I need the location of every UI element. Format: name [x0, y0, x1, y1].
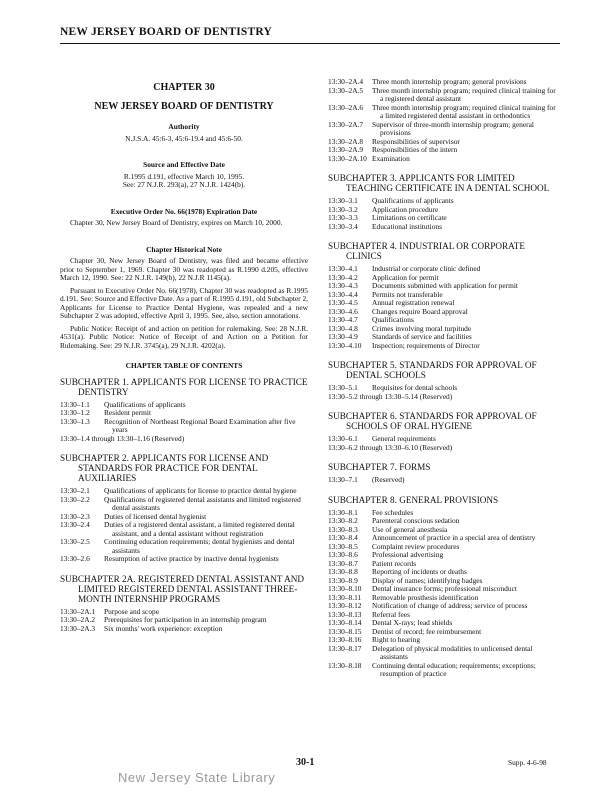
- toc-entry: [60, 538, 308, 555]
- section-title: Reporting of incidents or deaths: [372, 567, 467, 576]
- section-number: 13:30–1.2: [60, 408, 90, 417]
- section-title: Duties of a registered dental assistant, a limited registered dental assistant, and a dental assistant without registration: [104, 520, 295, 538]
- source-line-1: R.1995 d.191, effective March 10, 1995.: [123, 171, 245, 181]
- section-title: Qualifications of applicants for license to practice dental hygiene: [104, 486, 297, 495]
- toc-entry: [60, 435, 308, 444]
- toc-entry: [60, 521, 308, 538]
- toc-entry: [60, 625, 308, 634]
- section-number: 13:30–5.1: [328, 383, 358, 392]
- section-title: Delegation of physical modalities to unlicensed dental assistants: [372, 643, 533, 661]
- section-number: 13:30–4.6: [328, 306, 358, 316]
- section-title: Right to hearing: [372, 635, 421, 644]
- section-title: 13:30–1.4 through 13:30–1.16 (Reserved): [60, 433, 185, 443]
- toc-entry: [60, 418, 308, 435]
- right-top-entry-list: [328, 78, 560, 163]
- section-title: Educational institutions: [372, 221, 442, 231]
- section-number: 13:30–7.1: [328, 475, 358, 484]
- section-title: Examination: [372, 153, 410, 163]
- toc-entry: [60, 555, 308, 564]
- source-line-2: See: 27 N.J.R. 293(a), 27 N.J.R. 1424(b).: [122, 180, 246, 189]
- section-number: 13:30–3.2: [328, 204, 358, 214]
- section-title: Recognition of Northeast Regional Board Examination after five years: [104, 416, 296, 434]
- subchapter-heading: SUBCHAPTER 7. FORMS: [328, 462, 431, 472]
- section-title: 13:30–5.2 through 13:30–5.14 (Reserved): [328, 391, 453, 401]
- toc-entry: [328, 308, 560, 317]
- section-title: Duties of licensed dental hygienist: [104, 511, 207, 521]
- toc-entry: [60, 496, 308, 513]
- section-title: Patient records: [372, 558, 417, 568]
- authority-heading: Authority: [168, 122, 200, 131]
- toc-entry: [328, 602, 560, 611]
- section-number: 13:30–2A.8: [328, 136, 364, 146]
- section-number: 13:30–2.5: [60, 537, 90, 546]
- executive-order-text: Chapter 30, New Jersey Board of Dentistry, expires on March 10, 2000.: [70, 218, 283, 227]
- section-number: 13:30–8.10: [328, 584, 362, 593]
- toc-entry: [328, 628, 560, 637]
- section-number: 13:30–4.10: [328, 340, 362, 350]
- chapter-number: CHAPTER 30: [153, 82, 215, 93]
- section-title: Responsibilities of supervisor: [372, 136, 460, 146]
- section-number: 13:30–8.4: [328, 533, 358, 542]
- section-number: 13:30–4.1: [328, 264, 358, 273]
- toc-entry: [328, 121, 560, 138]
- source-heading: Source and Effective Date: [143, 160, 225, 169]
- section-title: Resident permit: [104, 408, 152, 417]
- section-title: Responsibilities of the intern: [372, 145, 458, 154]
- authority-text: N.J.S.A. 45:6-3, 45:6-19.4 and 45:6-50.: [125, 133, 243, 143]
- section-number: 13:30–4.3: [328, 281, 358, 290]
- left-column: [60, 80, 308, 633]
- section-number: 13:30–2A.5: [328, 85, 364, 95]
- section-title: Documents submitted with application for permit: [372, 281, 518, 290]
- section-number: 13:30–8.6: [328, 550, 358, 559]
- toc-entry: [60, 401, 308, 410]
- subchapter-heading: SUBCHAPTER 3. APPLICANTS FOR LIMITED TEACHING CERTIFICATE IN A DENTAL SCHOOL: [328, 173, 550, 193]
- toc-entry: [328, 104, 560, 121]
- section-title: Notification of change of address; service of process: [372, 601, 528, 610]
- section-number: 13:30–3.4: [328, 221, 358, 231]
- section-number: 13:30–8.3: [328, 524, 358, 534]
- section-title: Permits not transferable: [372, 289, 443, 299]
- section-title: Complaint review procedures: [372, 541, 460, 551]
- section-title: Dental X-rays; lead shields: [372, 618, 453, 627]
- toc-entry: [328, 265, 560, 274]
- section-number: 13:30–2A.9: [328, 145, 364, 154]
- toc-entry: [328, 444, 560, 453]
- section-title: Three month internship program; required clinical training for a limited registered dental assistant in orthodontics: [372, 102, 556, 120]
- toc-entry: [328, 197, 560, 206]
- section-title: Resumption of active practice by inactive dental hygienists: [104, 554, 279, 563]
- toc-entry: [328, 662, 560, 679]
- section-number: 13:30–3.1: [328, 196, 358, 205]
- section-title: Supervisor of three-month internship program; general provisions: [372, 119, 534, 137]
- section-number: 13:30–2.1: [60, 486, 90, 495]
- right-subchapter-list: [328, 173, 560, 679]
- section-title: Application for permit: [372, 272, 439, 282]
- section-number: 13:30–8.12: [328, 601, 362, 610]
- section-title: Crimes involving moral turpitude: [372, 323, 472, 333]
- subchapter-heading: SUBCHAPTER 6. STANDARDS FOR APPROVAL OF SCHOOLS OF ORAL HYGIENE: [328, 411, 537, 431]
- section-number: 13:30–2.2: [60, 494, 90, 504]
- section-title: Prerequisites for participation in an internship program: [104, 615, 267, 624]
- section-number: 13:30–2.3: [60, 511, 90, 521]
- section-title: 13:30–6.2 through 13:30–6.10 (Reserved): [328, 442, 453, 452]
- section-title: (Reserved): [372, 475, 405, 484]
- section-number: 13:30–8.14: [328, 618, 362, 627]
- toc-entry: [328, 476, 560, 485]
- table-of-contents-heading: CHAPTER TABLE OF CONTENTS: [125, 361, 243, 370]
- section-number: 13:30–8.5: [328, 541, 358, 551]
- toc-entry: [328, 282, 560, 291]
- section-number: 13:30–1.1: [60, 399, 90, 409]
- section-number: 13:30–2A.4: [328, 77, 364, 86]
- section-number: 13:30–2A.1: [60, 606, 96, 616]
- section-number: 13:30–3.3: [328, 213, 358, 222]
- subchapter-heading: SUBCHAPTER 1. APPLICANTS FOR LICENSE TO PRACTICE DENTISTRY: [60, 376, 308, 397]
- section-title: Changes require Board approval: [372, 306, 468, 316]
- subchapter-heading: SUBCHAPTER 2. APPLICANTS FOR LICENSE AND STANDARDS FOR PRACTICE FOR DENTAL AUXILIARIES: [60, 453, 269, 483]
- running-header: NEW JERSEY BOARD OF DENTISTRY: [60, 26, 273, 38]
- section-number: 13:30–2A.2: [60, 615, 96, 624]
- section-title: Professional advertising: [372, 550, 444, 559]
- toc-entry: [328, 543, 560, 552]
- chapter-title: NEW JERSEY BOARD OF DENTISTRY: [94, 100, 274, 112]
- section-number: 13:30–8.16: [328, 635, 362, 644]
- section-number: 13:30–2A.7: [328, 119, 364, 129]
- section-number: 13:30–2A.6: [328, 102, 364, 112]
- section-number: 13:30–4.8: [328, 323, 358, 333]
- section-title: Six months' work experience: exception: [104, 623, 223, 633]
- section-number: 13:30–4.7: [328, 315, 358, 324]
- section-title: Continuing dental education; requirements; exceptions; resumption of practice: [372, 660, 536, 678]
- historical-note-paragraph: Public Notice: Receipt of and action on petition for rulemaking. See: 28 N.J.R. 4531(a). Public Notice: Notice of Receipt of and Action on a Petition for Rulemaking. See: 29 N.J.R. 3745(a), 29 N.J.R. 4202(a).: [60, 323, 308, 350]
- section-number: 13:30–8.11: [328, 592, 362, 602]
- section-title: Parenteral conscious sedation: [372, 516, 460, 525]
- section-number: 13:30–4.5: [328, 298, 358, 307]
- subchapter-heading: SUBCHAPTER 2A. REGISTERED DENTAL ASSISTANT AND LIMITED REGISTERED DENTAL ASSISTANT THREE-MONTH INTERNSHIP PROGRAMS: [60, 573, 305, 604]
- section-title: Dental insurance forms; professional misconduct: [372, 584, 517, 593]
- section-title: Three month internship program; general provisions: [372, 77, 527, 86]
- section-title: Referral fees: [372, 609, 410, 619]
- section-title: Industrial or corporate clinic defined: [372, 264, 481, 273]
- header-rule: [60, 43, 560, 44]
- section-number: 13:30–8.13: [328, 609, 362, 619]
- section-title: Purpose and scope: [104, 606, 160, 616]
- section-number: 13:30–6.1: [328, 434, 358, 443]
- section-number: 13:30–2A.10: [328, 153, 367, 163]
- section-number: 13:30–8.8: [328, 567, 358, 576]
- toc-entry: [328, 551, 560, 560]
- section-title: Inspection; requirements of Director: [372, 340, 480, 350]
- section-title: Removable prosthesis identification: [372, 592, 479, 602]
- subchapter-heading: SUBCHAPTER 8. GENERAL PROVISIONS: [328, 494, 499, 505]
- section-title: Application procedure: [372, 204, 439, 214]
- section-title: Announcement of practice in a special area of dentistry: [372, 533, 536, 542]
- toc-entry: [328, 342, 560, 351]
- historical-note-paragraph: Pursuant to Executive Order No. 66(1978), Chapter 30 was readopted as R.1995 d.191. See: Source and Effective Date. As a part of R.1995 d.191, old Subchapter 2, Applicants for License to Practice Dental Hygiene, was repealed and a new Subchapter 2 was adopted, effective April 3, 1995. See, also, section annotations.: [60, 285, 309, 320]
- library-watermark: New Jersey State Library: [118, 770, 276, 785]
- page-number: 30-1: [296, 757, 315, 768]
- section-number: 13:30–8.9: [328, 575, 358, 585]
- toc-entry: [328, 223, 560, 232]
- section-title: Limitations on certificate: [372, 213, 447, 222]
- section-title: Qualifications of registered dental assistants and limited registered dental assistants: [104, 494, 301, 512]
- section-number: 13:30–8.18: [328, 660, 362, 670]
- section-number: 13:30–8.7: [328, 558, 358, 568]
- right-column: [328, 78, 560, 679]
- section-title: Requisites for dental schools: [372, 383, 458, 392]
- section-number: 13:30–1.3: [60, 416, 90, 426]
- toc-entry: [328, 87, 560, 104]
- section-title: Qualifications of applicants: [104, 399, 186, 409]
- section-number: 13:30–2.4: [60, 520, 90, 529]
- section-title: Qualifications of applicants: [372, 196, 454, 205]
- subchapter-heading: SUBCHAPTER 5. STANDARDS FOR APPROVAL OF DENTAL SCHOOLS: [328, 360, 537, 380]
- section-title: Dentist of record; fee reimbursement: [372, 626, 482, 636]
- section-title: Annual registration renewal: [372, 298, 455, 307]
- toc-entry: [328, 645, 560, 662]
- section-title: Standards of service and facilities: [372, 332, 472, 341]
- section-title: General requirements: [372, 434, 436, 443]
- section-number: 13:30–8.1: [328, 507, 358, 517]
- historical-note-heading: Chapter Historical Note: [146, 244, 222, 254]
- toc-entry: [328, 393, 560, 402]
- left-subchapter-list: [60, 377, 308, 634]
- section-title: Display of names; identifying badges: [372, 575, 483, 585]
- historical-note-paragraph: Chapter 30, New Jersey Board of Dentistry, was filed and became effective prior to September 1, 1969. Chapter 30 was readopted as R.1990 d.205, effective March 12, 1990. See: 22 N.J.R. 149(b), 22 N.J.R 1145(a).: [60, 256, 308, 282]
- section-number: 13:30–8.2: [328, 516, 358, 525]
- section-number: 13:30–2.6: [60, 554, 90, 563]
- section-title: Use of general anesthesia: [372, 524, 448, 534]
- section-title: Continuing education requirements; dental hygienists and dental assistants: [104, 537, 295, 555]
- subchapter-heading: SUBCHAPTER 4. INDUSTRIAL OR CORPORATE CLINICS: [328, 241, 525, 261]
- section-number: 13:30–4.4: [328, 289, 358, 299]
- section-title: Fee schedules: [372, 507, 414, 517]
- toc-entry: [328, 214, 560, 223]
- executive-order-heading: Executive Order No. 66(1978) Expiration Date: [110, 206, 258, 216]
- section-title: Qualifications: [372, 315, 414, 324]
- section-number: 13:30–8.15: [328, 626, 362, 636]
- section-number: 13:30–4.2: [328, 272, 358, 282]
- supplement-date: Supp. 4-6-98: [508, 758, 547, 767]
- toc-entry: [328, 155, 560, 164]
- section-number: 13:30–8.17: [328, 643, 362, 653]
- section-number: 13:30–4.9: [328, 332, 358, 341]
- section-title: Three month internship program; required clinical training for a registered dental assistant: [372, 85, 556, 103]
- section-number: 13:30–2A.3: [60, 623, 96, 633]
